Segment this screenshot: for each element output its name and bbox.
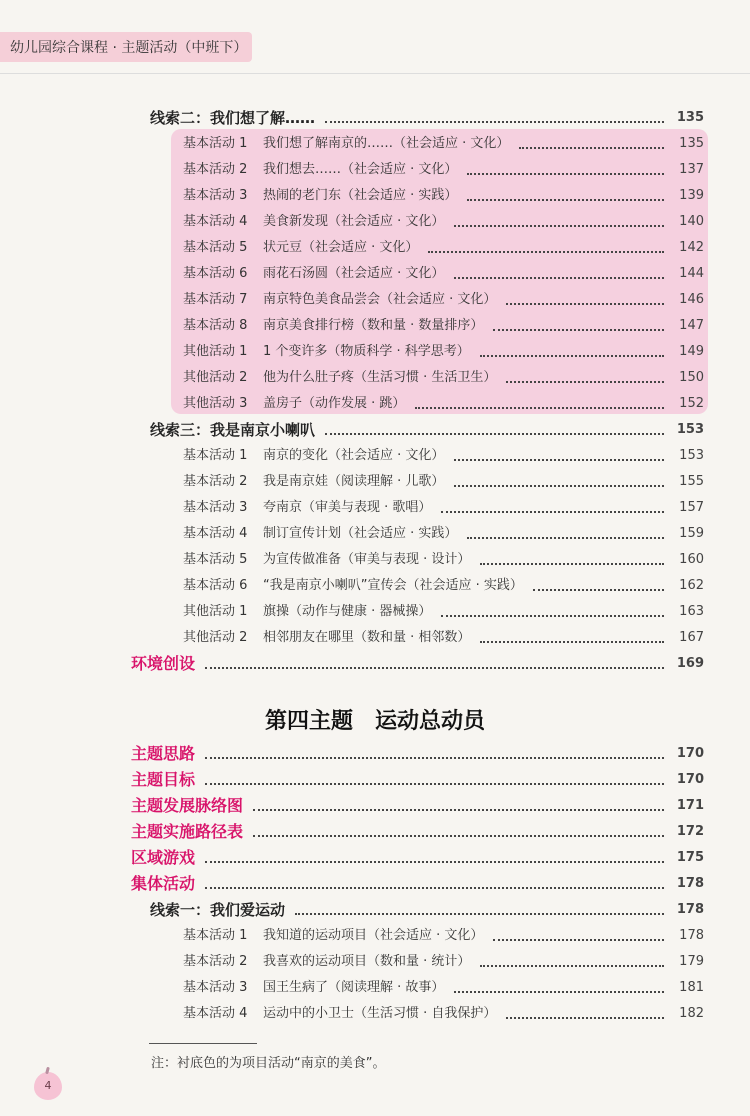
section-page: 171 bbox=[676, 798, 704, 813]
activity-title: 制订宣传计划（社会适应 · 实践） bbox=[263, 526, 458, 541]
activity-kind: 其他活动 1 bbox=[183, 604, 248, 619]
activity-title: 我喜欢的运动项目（数和量 · 统计） bbox=[263, 954, 471, 969]
activity-title: 南京的变化（社会适应 · 文化） bbox=[263, 448, 445, 463]
activity-page: 179 bbox=[679, 954, 704, 969]
activity-title: 他为什么肚子疼（生活习惯 · 生活卫生） bbox=[263, 370, 497, 385]
section-title: 主题目标 bbox=[131, 770, 196, 789]
leader-dots bbox=[454, 991, 664, 993]
toc-activity[interactable] bbox=[183, 975, 704, 1001]
activity-page: 153 bbox=[679, 448, 704, 463]
activity-page: 144 bbox=[679, 266, 704, 281]
leader-dots bbox=[480, 355, 664, 357]
activity-page: 182 bbox=[679, 1006, 704, 1021]
toc-entry-page: 135 bbox=[676, 110, 704, 125]
leader-dots bbox=[454, 459, 664, 461]
toc-activity[interactable] bbox=[183, 547, 704, 573]
toc-entry-page: 153 bbox=[676, 422, 704, 437]
section-page: 178 bbox=[676, 876, 704, 891]
activity-title: 我是南京娃（阅读理解 · 儿歌） bbox=[263, 474, 445, 489]
toc-activity[interactable] bbox=[183, 131, 704, 157]
leader-dots bbox=[480, 965, 664, 967]
activity-title: 1 个变许多（物质科学 · 科学思考） bbox=[263, 344, 470, 359]
toc-activity[interactable] bbox=[183, 573, 704, 599]
toc-activity[interactable] bbox=[183, 391, 704, 417]
leader-dots bbox=[506, 303, 664, 305]
leader-dots bbox=[415, 407, 664, 409]
activity-page: 135 bbox=[679, 136, 704, 151]
leader-dots bbox=[467, 199, 664, 201]
toc-section[interactable] bbox=[131, 819, 704, 845]
leader-dots bbox=[295, 913, 664, 915]
activity-page: 160 bbox=[679, 552, 704, 567]
section-page: 170 bbox=[676, 746, 704, 761]
activity-kind: 其他活动 1 bbox=[183, 344, 248, 359]
toc-activity[interactable] bbox=[183, 949, 704, 975]
activity-kind: 基本活动 4 bbox=[183, 526, 248, 541]
activity-page: 137 bbox=[679, 162, 704, 177]
footnote-divider bbox=[149, 1043, 257, 1044]
toc-section[interactable] bbox=[131, 845, 704, 871]
footnote: 注：衬底色的为项目活动“南京的美食”。 bbox=[151, 1056, 386, 1071]
leader-dots bbox=[467, 173, 664, 175]
toc-clue-2[interactable] bbox=[150, 105, 704, 131]
toc-environment[interactable] bbox=[131, 651, 704, 677]
toc-activity[interactable] bbox=[183, 261, 704, 287]
section-page: 175 bbox=[676, 850, 704, 865]
section-title: 主题发展脉络图 bbox=[131, 796, 244, 815]
activity-kind: 基本活动 3 bbox=[183, 500, 248, 515]
leader-dots bbox=[454, 485, 664, 487]
activity-page: 147 bbox=[679, 318, 704, 333]
section-page: 172 bbox=[676, 824, 704, 839]
activity-title: 盖房子（动作发展 · 跳） bbox=[263, 396, 406, 411]
activity-kind: 基本活动 2 bbox=[183, 474, 248, 489]
activity-title: “我是南京小喇叭”宣传会（社会适应 · 实践） bbox=[263, 578, 523, 593]
section-title: 主题实施路径表 bbox=[131, 822, 244, 841]
header-divider bbox=[0, 73, 750, 74]
leader-dots bbox=[506, 1017, 664, 1019]
leader-dots bbox=[205, 861, 664, 863]
activity-kind: 基本活动 3 bbox=[183, 188, 248, 203]
activity-page: 142 bbox=[679, 240, 704, 255]
activity-kind: 基本活动 4 bbox=[183, 1006, 248, 1021]
activity-kind: 基本活动 4 bbox=[183, 214, 248, 229]
activity-kind: 基本活动 8 bbox=[183, 318, 248, 333]
activity-title: 我们想去……（社会适应 · 文化） bbox=[263, 162, 458, 177]
section-page: 170 bbox=[676, 772, 704, 787]
toc-activity[interactable] bbox=[183, 443, 704, 469]
section-title: 区域游戏 bbox=[131, 848, 196, 867]
activity-title: 南京特色美食品尝会（社会适应 · 文化） bbox=[263, 292, 497, 307]
leader-dots bbox=[253, 835, 664, 837]
activity-title: 我们想了解南京的……（社会适应 · 文化） bbox=[263, 136, 510, 151]
running-header: 幼儿园综合课程 · 主题活动（中班下） bbox=[10, 40, 248, 56]
activity-title: 相邻朋友在哪里（数和量 · 相邻数） bbox=[263, 630, 471, 645]
leader-dots bbox=[493, 939, 664, 941]
leader-dots bbox=[467, 537, 664, 539]
activity-title: 夸南京（审美与表现 · 歌唱） bbox=[263, 500, 432, 515]
activity-kind: 其他活动 2 bbox=[183, 370, 248, 385]
activity-page: 152 bbox=[679, 396, 704, 411]
toc-clue-3[interactable] bbox=[150, 417, 704, 443]
leader-dots bbox=[441, 615, 664, 617]
toc-activity[interactable] bbox=[183, 157, 704, 183]
toc-activity[interactable] bbox=[183, 495, 704, 521]
activity-page: 149 bbox=[679, 344, 704, 359]
activity-kind: 其他活动 3 bbox=[183, 396, 248, 411]
activity-page: 140 bbox=[679, 214, 704, 229]
activity-kind: 基本活动 5 bbox=[183, 240, 248, 255]
leader-dots bbox=[253, 809, 664, 811]
activity-title: 热闹的老门东（社会适应 · 实践） bbox=[263, 188, 458, 203]
toc-section[interactable] bbox=[131, 741, 704, 767]
activity-kind: 基本活动 1 bbox=[183, 928, 248, 943]
toc-section[interactable] bbox=[131, 767, 704, 793]
leader-dots bbox=[325, 121, 664, 123]
activity-kind: 基本活动 6 bbox=[183, 578, 248, 593]
section-title: 集体活动 bbox=[131, 874, 196, 893]
leader-dots bbox=[325, 433, 664, 435]
activity-title: 旗操（动作与健康 · 器械操） bbox=[263, 604, 432, 619]
toc-entry-title: 线索三：我是南京小喇叭 bbox=[150, 421, 316, 439]
leader-dots bbox=[480, 563, 664, 565]
toc-activity[interactable] bbox=[183, 625, 704, 651]
toc-entry-title: 线索二：我们想了解…… bbox=[150, 109, 316, 127]
leader-dots bbox=[428, 251, 664, 253]
toc-section[interactable] bbox=[131, 793, 704, 819]
activity-title: 运动中的小卫士（生活习惯 · 自我保护） bbox=[263, 1006, 497, 1021]
activity-page: 139 bbox=[679, 188, 704, 203]
activity-title: 为宣传做准备（审美与表现 · 设计） bbox=[263, 552, 471, 567]
activity-kind: 基本活动 3 bbox=[183, 980, 248, 995]
leader-dots bbox=[205, 757, 664, 759]
toc-entry-title: 线索一：我们爱运动 bbox=[150, 901, 286, 919]
leader-dots bbox=[454, 277, 664, 279]
activity-title: 状元豆（社会适应 · 文化） bbox=[263, 240, 419, 255]
toc-entry-page: 169 bbox=[676, 656, 704, 671]
toc-activity[interactable] bbox=[183, 183, 704, 209]
leader-dots bbox=[480, 641, 664, 643]
leader-dots bbox=[519, 147, 664, 149]
toc-activity[interactable] bbox=[183, 235, 704, 261]
activity-kind: 其他活动 2 bbox=[183, 630, 248, 645]
toc-activity[interactable] bbox=[183, 923, 704, 949]
activity-page: 159 bbox=[679, 526, 704, 541]
activity-page: 167 bbox=[679, 630, 704, 645]
toc-clue-1[interactable] bbox=[150, 897, 704, 923]
toc-activity[interactable] bbox=[183, 599, 704, 625]
activity-page: 163 bbox=[679, 604, 704, 619]
activity-kind: 基本活动 7 bbox=[183, 292, 248, 307]
toc-entry-page: 178 bbox=[676, 902, 704, 917]
toc-activity[interactable] bbox=[183, 521, 704, 547]
activity-title: 南京美食排行榜（数和量 · 数量排序） bbox=[263, 318, 484, 333]
toc-section[interactable] bbox=[131, 871, 704, 897]
activity-kind: 基本活动 2 bbox=[183, 954, 248, 969]
leader-dots bbox=[205, 783, 664, 785]
leader-dots bbox=[506, 381, 664, 383]
leader-dots bbox=[533, 589, 664, 591]
activity-title: 我知道的运动项目（社会适应 · 文化） bbox=[263, 928, 484, 943]
leader-dots bbox=[441, 511, 664, 513]
activity-title: 国王生病了（阅读理解 · 故事） bbox=[263, 980, 445, 995]
section-title: 主题思路 bbox=[131, 744, 196, 763]
chapter-title: 第四主题 运动总动员 bbox=[264, 708, 485, 734]
page-number-badge: 4 bbox=[34, 1072, 62, 1100]
activity-kind: 基本活动 2 bbox=[183, 162, 248, 177]
toc-activity[interactable] bbox=[183, 1001, 704, 1027]
activity-page: 146 bbox=[679, 292, 704, 307]
toc-activity[interactable] bbox=[183, 313, 704, 339]
activity-kind: 基本活动 1 bbox=[183, 136, 248, 151]
toc-activity[interactable] bbox=[183, 339, 704, 365]
activity-page: 178 bbox=[679, 928, 704, 943]
activity-kind: 基本活动 1 bbox=[183, 448, 248, 463]
activity-page: 181 bbox=[679, 980, 704, 995]
activity-kind: 基本活动 5 bbox=[183, 552, 248, 567]
activity-page: 155 bbox=[679, 474, 704, 489]
toc-entry-title: 环境创设 bbox=[131, 654, 196, 673]
activity-page: 162 bbox=[679, 578, 704, 593]
toc-activity[interactable] bbox=[183, 287, 704, 313]
toc-activity[interactable] bbox=[183, 365, 704, 391]
activity-kind: 基本活动 6 bbox=[183, 266, 248, 281]
toc-activity[interactable] bbox=[183, 209, 704, 235]
header-band bbox=[0, 32, 252, 62]
activity-page: 150 bbox=[679, 370, 704, 385]
leader-dots bbox=[493, 329, 664, 331]
toc-activity[interactable] bbox=[183, 469, 704, 495]
activity-title: 雨花石汤圆（社会适应 · 文化） bbox=[263, 266, 445, 281]
leader-dots bbox=[454, 225, 664, 227]
leader-dots bbox=[205, 887, 664, 889]
activity-page: 157 bbox=[679, 500, 704, 515]
activity-title: 美食新发现（社会适应 · 文化） bbox=[263, 214, 445, 229]
leader-dots bbox=[205, 667, 664, 669]
